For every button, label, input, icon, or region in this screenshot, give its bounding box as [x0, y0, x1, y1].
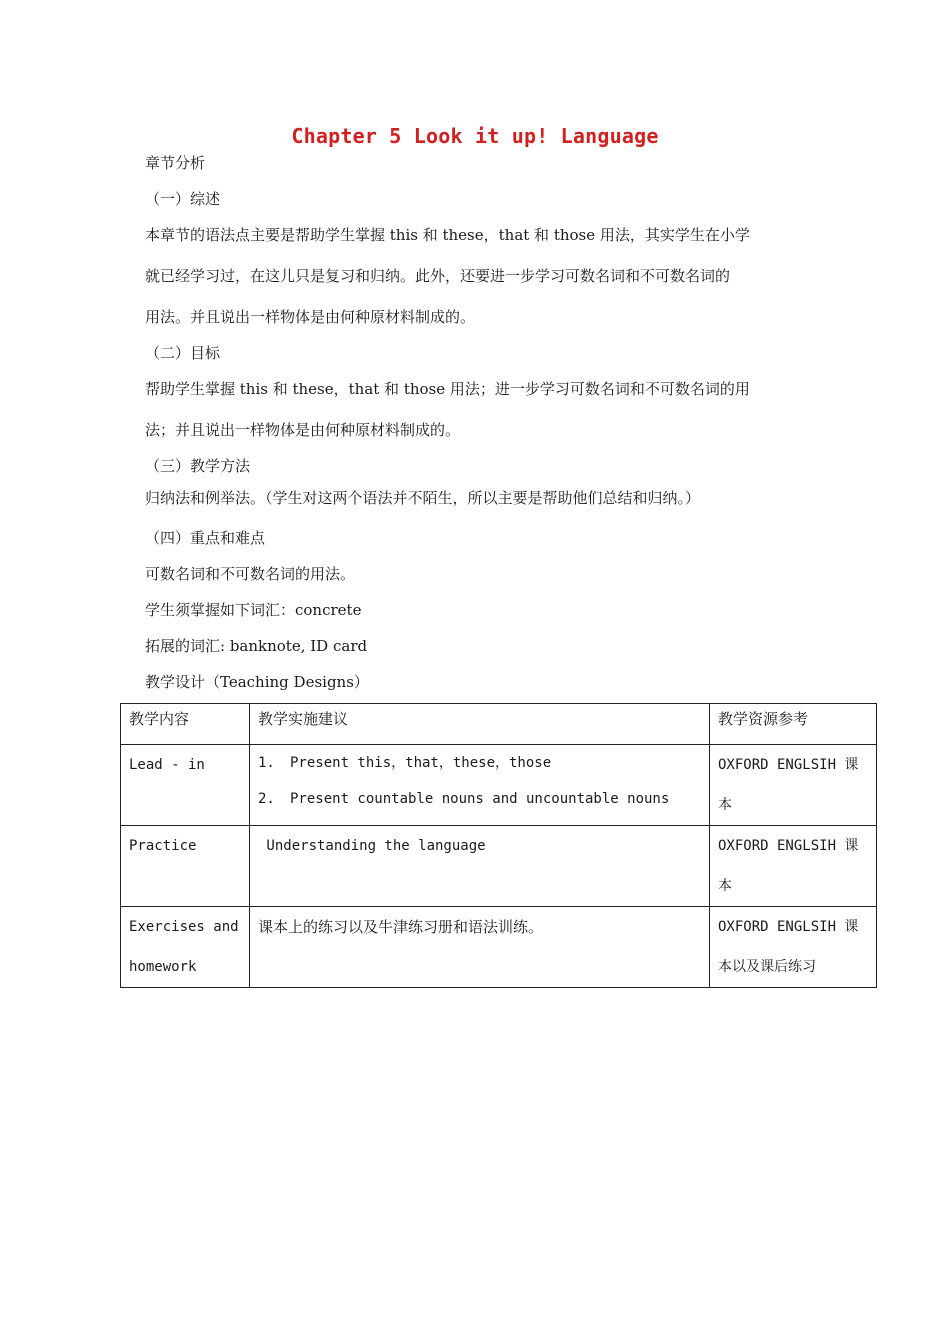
chapter-analysis-heading: 章节分析	[145, 154, 206, 172]
header-cell: 教学资源参考	[710, 704, 877, 745]
suggestion-cell	[250, 745, 710, 826]
section-4-heading: （四）重点和难点	[145, 529, 266, 547]
resource-cell: OXFORD ENGLSIH 课本以及课后练习	[710, 907, 877, 988]
list-item	[258, 745, 701, 781]
section-2-paragraph-line: 法；并且说出一样物体是由何种原材料制成的。	[145, 421, 461, 439]
list-number: 2.	[258, 791, 275, 807]
list-number: 1.	[258, 755, 275, 771]
section-1-paragraph-line: 用法。并且说出一样物体是由何种原材料制成的。	[145, 308, 476, 326]
content-cell: Exercises and homework	[121, 907, 250, 988]
table-row	[121, 745, 877, 826]
section-3-heading: （三）教学方法	[145, 457, 251, 475]
list-text: Present this，that，these，those	[290, 755, 552, 771]
suggestion-cell: 课本上的练习以及牛津练习册和语法训练。	[250, 907, 710, 988]
table-row	[121, 907, 877, 988]
section-3-paragraph: 归纳法和例举法。（学生对这两个语法并不陌生，所以主要是帮助他们总结和归纳。）	[145, 489, 701, 507]
content-cell: Practice	[121, 826, 250, 907]
document-title: Chapter 5 Look it up! Language	[291, 124, 659, 148]
resource-cell: OXFORD ENGLSIH 课本	[710, 745, 877, 826]
section-4-paragraph: 可数名词和不可数名词的用法。	[145, 565, 356, 583]
resource-cell: OXFORD ENGLSIH 课本	[710, 826, 877, 907]
list-item	[258, 781, 701, 817]
section-1-heading: （一）综述	[145, 190, 221, 208]
table-row	[121, 826, 877, 907]
table-header-row	[121, 704, 877, 745]
header-cell: 教学内容	[121, 704, 250, 745]
extended-vocabulary: 拓展的词汇: banknote, ID card	[145, 637, 368, 655]
suggestion-cell: Understanding the language	[250, 826, 710, 907]
required-vocabulary: 学生须掌握如下词汇：concrete	[145, 601, 362, 619]
header-cell: 教学实施建议	[250, 704, 710, 745]
section-2-heading: （二）目标	[145, 344, 221, 362]
section-1-paragraph-line: 本章节的语法点主要是帮助学生掌握 this 和 these，that 和 those 用法，其实学生在小学	[145, 226, 750, 244]
section-1-paragraph-line: 就已经学习过，在这儿只是复习和归纳。此外，还要进一步学习可数名词和不可数名词的	[145, 267, 731, 285]
list-text: Present countable nouns and uncountable nouns	[290, 791, 670, 807]
content-cell: Lead - in	[121, 745, 250, 826]
section-2-paragraph-line: 帮助学生掌握 this 和 these，that 和 those 用法；进一步学习可数名词和不可数名词的用	[145, 380, 750, 398]
teaching-design-table	[120, 703, 877, 988]
teaching-design-heading: 教学设计（Teaching Designs）	[145, 673, 369, 691]
